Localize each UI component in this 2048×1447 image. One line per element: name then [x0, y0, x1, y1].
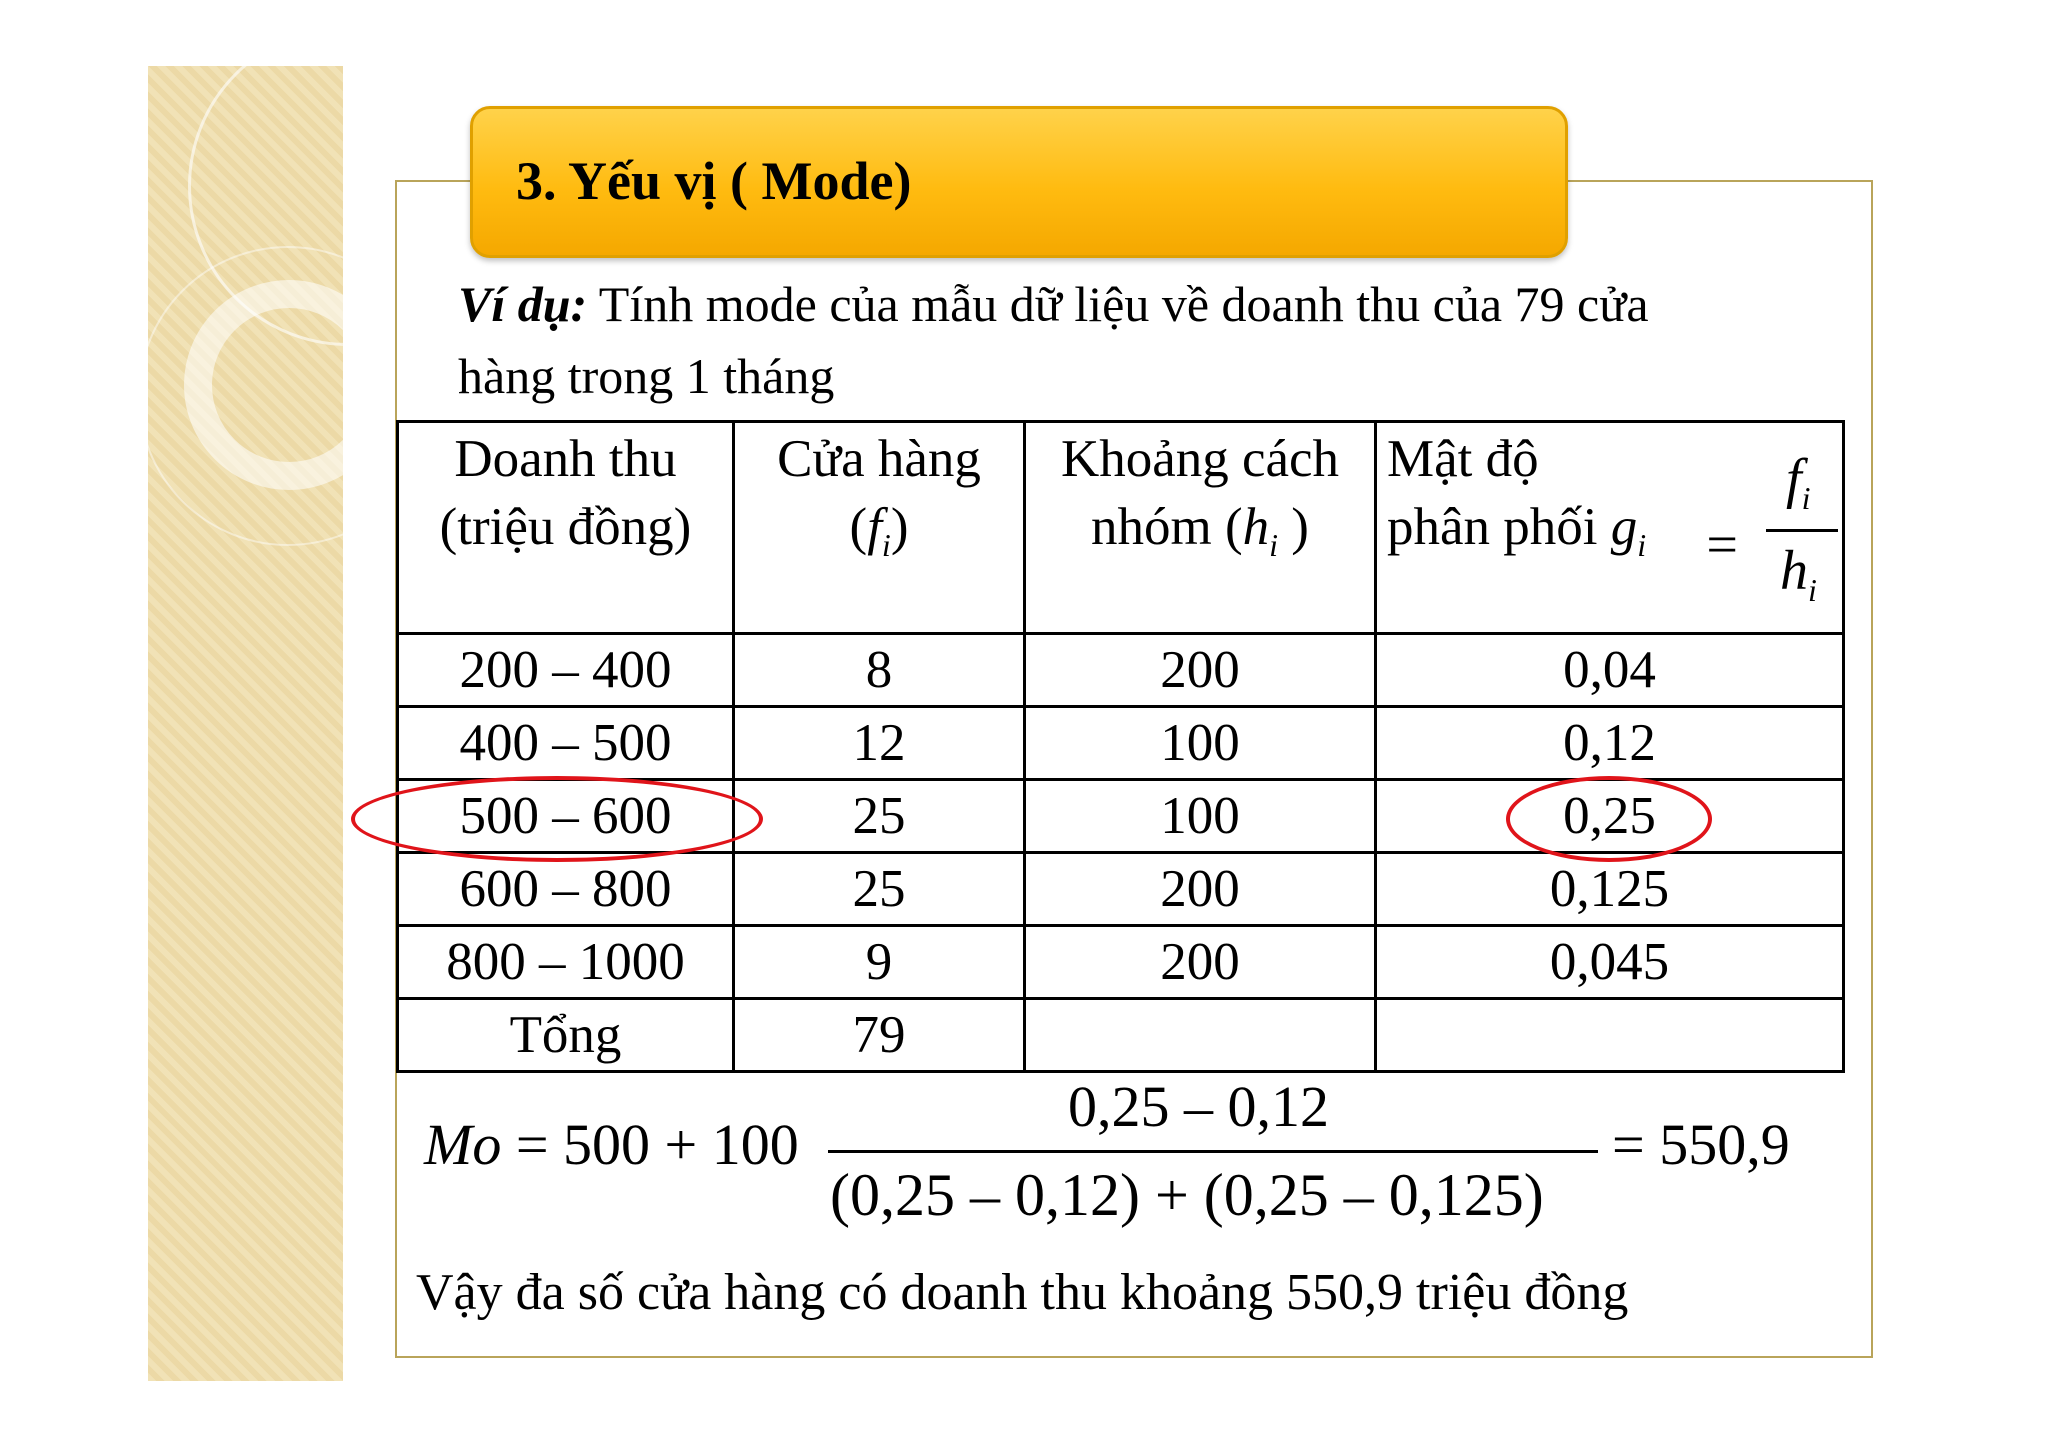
- cell-stores: 25: [734, 853, 1025, 926]
- cell-density: 0,04: [1376, 634, 1844, 707]
- header-density-line1: Mật độ: [1387, 430, 1539, 488]
- cell-revenue: 600 – 800: [398, 853, 734, 926]
- formula-mo: Mo: [424, 1112, 502, 1177]
- table-row: [398, 853, 1844, 926]
- cell-empty: [1025, 999, 1376, 1072]
- cell-width: 100: [1025, 707, 1376, 780]
- cell-width: 200: [1025, 634, 1376, 707]
- cell-total-stores: 79: [734, 999, 1025, 1072]
- cell-density: 0,125: [1376, 853, 1844, 926]
- cell-stores: 25: [734, 780, 1025, 853]
- density-fraction: [1766, 449, 1838, 619]
- modal-class-highlight: [351, 776, 763, 862]
- intro-text: Tính mode của mẫu dữ liệu về doanh thu của 79 cửa hàng trong 1 tháng: [458, 276, 1649, 404]
- stores-subscript: i: [881, 527, 891, 563]
- header-stores-line2: $(f_i)$: [849, 498, 909, 563]
- header-width-line1: Khoảng cách: [1060, 430, 1340, 488]
- cell-density: 0,045: [1376, 926, 1844, 999]
- header-revenue-line1: Doanh thu: [454, 430, 677, 488]
- density-label: phân phối: [1387, 498, 1598, 556]
- width-symbol: h: [1242, 498, 1270, 556]
- width-subscript: i: [1269, 527, 1279, 563]
- fraction-numerator: $f_i$: [1786, 448, 1811, 516]
- cell-empty: [1376, 999, 1844, 1072]
- table-header-row: [398, 422, 1844, 634]
- header-width: [1025, 422, 1376, 634]
- cell-stores: 12: [734, 707, 1025, 780]
- frequency-table: [396, 420, 1845, 1073]
- formula-lhs-rest: = 500 + 100: [501, 1112, 799, 1177]
- intro-paragraph: [458, 268, 1758, 412]
- table-row: [398, 634, 1844, 707]
- header-revenue-line2: (triệu đồng): [439, 498, 692, 556]
- cell-density: 0,25: [1376, 780, 1844, 853]
- cell-width: 100: [1025, 780, 1376, 853]
- fraction-bar: [1766, 529, 1838, 532]
- cell-revenue: 800 – 1000: [398, 926, 734, 999]
- header-stores: [734, 422, 1025, 634]
- width-prefix: nhóm (: [1091, 498, 1243, 556]
- cell-revenue: 400 – 500: [398, 707, 734, 780]
- max-density-highlight: [1506, 776, 1712, 862]
- header-revenue: [398, 422, 734, 634]
- table-total-row: [398, 999, 1844, 1072]
- header-stores-line1: Cửa hàng: [777, 430, 981, 488]
- cell-revenue: 500 – 600: [398, 780, 734, 853]
- cell-total-label: Tổng: [398, 999, 734, 1072]
- density-equals: =: [1706, 514, 1738, 576]
- density-symbol: g: [1610, 498, 1638, 556]
- fraction-denominator: $h_i$: [1780, 540, 1817, 608]
- formula-numerator: 0,25 – 0,12: [1068, 1074, 1329, 1139]
- cell-stores: 9: [734, 926, 1025, 999]
- table-row: [398, 926, 1844, 999]
- cell-revenue: 200 – 400: [398, 634, 734, 707]
- header-density: [1376, 422, 1844, 634]
- formula-denominator: (0,25 – 0,12) + (0,25 – 0,125): [830, 1162, 1544, 1228]
- conclusion-text: Vậy đa số cửa hàng có doanh thu khoảng 550,9 triệu đồng: [416, 1264, 1629, 1321]
- intro-lead: Ví dụ:: [458, 276, 588, 332]
- density-subscript: i: [1637, 527, 1647, 563]
- slide-title: 3. Yếu vị ( Mode): [516, 151, 912, 211]
- cell-stores: 8: [734, 634, 1025, 707]
- header-width-line2: nhóm ($h_i$ ): [1091, 498, 1309, 563]
- cell-density: 0,12: [1376, 707, 1844, 780]
- decorative-side-strip: [148, 66, 343, 1381]
- table-row: [398, 707, 1844, 780]
- formula-result: = 550,9: [1612, 1112, 1790, 1177]
- cell-width: 200: [1025, 926, 1376, 999]
- stores-symbol: f: [867, 498, 882, 556]
- cell-width: 200: [1025, 853, 1376, 926]
